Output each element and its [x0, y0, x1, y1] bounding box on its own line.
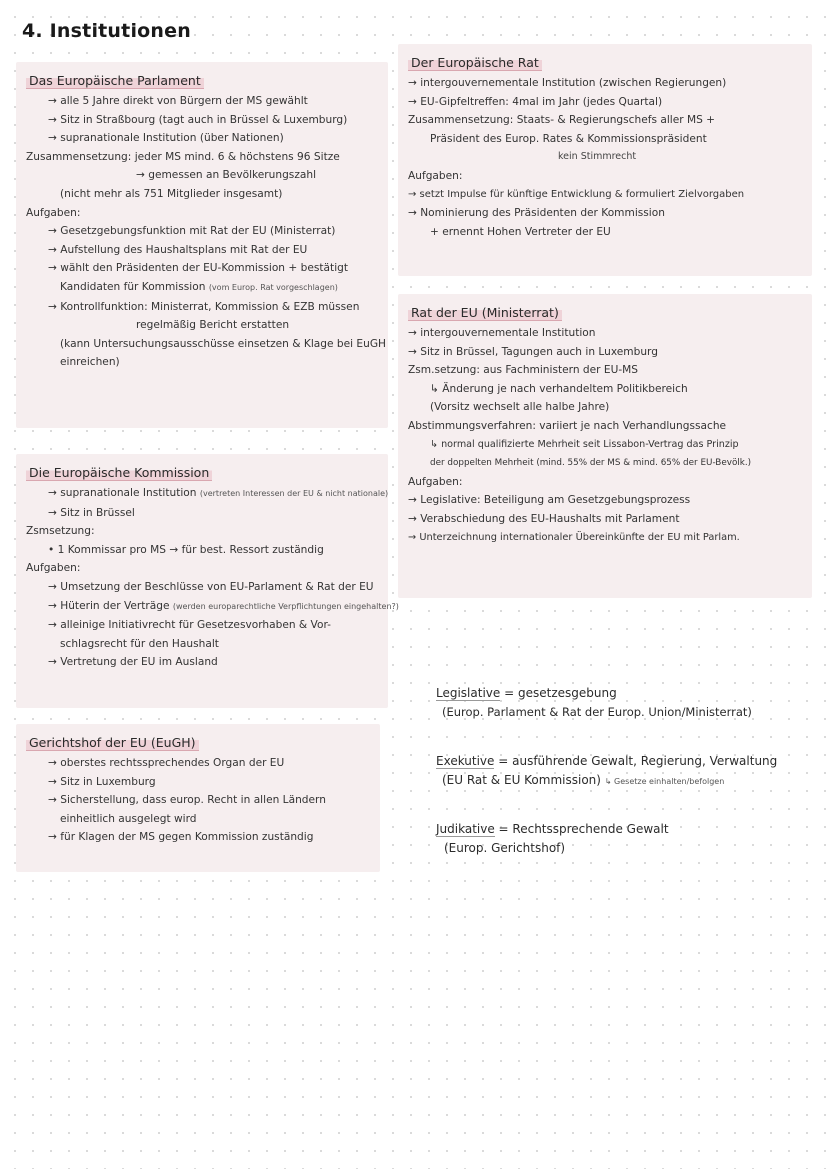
- exekutive-detail: (EU Rat & EU Kommission): [442, 773, 601, 787]
- parlament-line: → Kontrollfunktion: Ministerrat, Kommission & EZB müssen: [48, 300, 360, 313]
- europaeischer-rat-line: → Nominierung des Präsidenten der Kommission: [408, 207, 665, 220]
- rat-der-eu-line: Zsm.setzung: aus Fachministern der EU-MS: [408, 364, 639, 377]
- kommission-line: schlagsrecht für den Haushalt: [60, 637, 219, 650]
- europaeischer-rat-line: → setzt Impulse für künftige Entwicklung & formuliert Zielvorgaben: [408, 188, 745, 200]
- kommission-line: → Vertretung der EU im Ausland: [48, 656, 218, 669]
- parlament-text: Kandidaten für Kommission: [60, 280, 206, 293]
- europaeischer-rat-heading: Der Europäische Rat: [408, 55, 542, 71]
- parlament-line: → Aufstellung des Haushaltsplans mit Rat der EU: [48, 243, 308, 256]
- legislative-detail: (Europ. Parlament & Rat der Europ. Union/Ministerrat): [442, 705, 752, 719]
- judikative-def: = Rechtssprechende Gewalt: [498, 822, 669, 836]
- exekutive-detail-line: [436, 771, 777, 791]
- parlament-line: → supranationale Institution (über Nationen): [48, 132, 284, 145]
- kommission-note: (werden europarechtliche Verpflichtungen eingehalten?): [172, 601, 399, 611]
- rat-der-eu-heading: Rat der EU (Ministerrat): [408, 305, 562, 321]
- gerichtshof-line: → oberstes rechtssprechendes Organ der EU: [48, 757, 285, 769]
- parlament-line: → gemessen an Bevölkerungszahl: [136, 169, 317, 182]
- kommission-text: → supranationale Institution: [48, 487, 197, 499]
- exekutive-definition: [436, 752, 777, 791]
- kommission-line: → Sitz in Brüssel: [48, 506, 135, 519]
- parlament-line: → Gesetzgebungsfunktion mit Rat der EU (Ministerrat): [48, 225, 336, 238]
- europaeischer-rat-line: Präsident des Europ. Rates & Kommissionspräsident: [430, 132, 707, 145]
- gerichtshof-line: einheitlich ausgelegt wird: [60, 812, 197, 825]
- judikative-line: [436, 820, 669, 839]
- exekutive-def: = ausführende Gewalt, Regierung, Verwaltung: [498, 754, 778, 768]
- legislative-definition: [436, 684, 752, 722]
- europaeischer-rat-line: → intergouvernementale Institution (zwischen Regierungen): [408, 77, 727, 89]
- europaeischer-rat-line: Aufgaben:: [408, 169, 463, 182]
- kommission-line: Zsmsetzung:: [26, 525, 95, 538]
- europaeischer-rat-line: kein Stimmrecht: [558, 151, 637, 163]
- parlament-line: → Sitz in Straßbourg (tagt auch in Brüssel & Luxemburg): [48, 113, 348, 126]
- legislative-term: Legislative: [436, 686, 501, 700]
- page-title: 4. Institutionen: [22, 20, 191, 42]
- rat-der-eu-line: → Sitz in Brüssel, Tagungen auch in Luxemburg: [408, 345, 658, 358]
- kommission-section: [16, 454, 399, 708]
- parlament-heading: Das Europäische Parlament: [26, 73, 204, 89]
- rat-der-eu-line: ↳ Änderung je nach verhandeltem Politikbereich: [430, 382, 688, 395]
- parlament-line: [26, 278, 378, 298]
- rat-der-eu-section: [398, 294, 812, 598]
- kommission-line: [26, 484, 389, 504]
- kommission-line: Aufgaben:: [26, 562, 81, 575]
- rat-der-eu-line: → Verabschiedung des EU-Haushalts mit Parlament: [408, 512, 680, 525]
- rat-der-eu-line: → Legislative: Beteiligung am Gesetzgebungsprozess: [408, 494, 691, 507]
- gerichtshof-section: [16, 724, 380, 872]
- parlament-line: (nicht mehr als 751 Mitglieder insgesamt): [60, 187, 283, 200]
- parlament-line: → wählt den Präsidenten der EU-Kommission + bestätigt: [48, 262, 349, 275]
- parlament-line: → alle 5 Jahre direkt von Bürgern der MS gewählt: [48, 95, 308, 107]
- rat-der-eu-line: Aufgaben:: [408, 475, 463, 488]
- kommission-note: (vertreten Interessen der EU & nicht nationale): [199, 489, 389, 498]
- kommission-heading: Die Europäische Kommission: [26, 465, 212, 481]
- gerichtshof-heading: Gerichtshof der EU (EuGH): [26, 735, 199, 751]
- rat-der-eu-line: → Unterzeichnung internationaler Übereinkünfte der EU mit Parlam.: [408, 531, 740, 543]
- parlament-line: regelmäßig Bericht erstatten: [136, 319, 290, 332]
- kommission-line: • 1 Kommissar pro MS → für best. Ressort zuständig: [48, 543, 324, 556]
- parlament-note: (vom Europ. Rat vorgeschlagen): [208, 282, 338, 292]
- rat-der-eu-line: → intergouvernementale Institution: [408, 327, 596, 339]
- parlament-line: einreichen): [60, 356, 120, 369]
- gerichtshof-line: → für Klagen der MS gegen Kommission zuständig: [48, 831, 314, 844]
- judikative-definition: [436, 820, 669, 858]
- rat-der-eu-line: ↳ normal qualifizierte Mehrheit seit Lissabon-Vertrag das Prinzip: [430, 438, 739, 450]
- exekutive-term: Exekutive: [436, 754, 495, 768]
- europaeischer-rat-section: [398, 44, 812, 276]
- rat-der-eu-line: der doppelten Mehrheit (mind. 55% der MS & mind. 65% der EU-Bevölk.): [430, 458, 752, 469]
- rat-der-eu-line: Abstimmungsverfahren: variiert je nach Verhandlungssache: [408, 419, 727, 432]
- europaeischer-rat-line: Zusammensetzung: Staats- & Regierungschefs aller MS +: [408, 114, 716, 127]
- judikative-term: Judikative: [436, 822, 495, 836]
- gerichtshof-line: → Sitz in Luxemburg: [48, 775, 156, 788]
- rat-der-eu-line: (Vorsitz wechselt alle halbe Jahre): [430, 401, 610, 414]
- kommission-line: → alleinige Initiativrecht für Gesetzesvorhaben & Vor-: [48, 619, 331, 632]
- europaeischer-rat-line: + ernennt Hohen Vertreter der EU: [430, 225, 611, 238]
- legislative-line: [436, 684, 752, 703]
- gerichtshof-line: → Sicherstellung, dass europ. Recht in allen Ländern: [48, 794, 326, 807]
- europaeischer-rat-line: → EU-Gipfeltreffen: 4mal im Jahr (jedes Quartal): [408, 95, 663, 108]
- kommission-line: → Umsetzung der Beschlüsse von EU-Parlament & Rat der EU: [48, 580, 374, 593]
- parlament-line: (kann Untersuchungsausschüsse einsetzen & Klage bei EuGH: [60, 337, 387, 350]
- parlament-section: [16, 62, 388, 428]
- legislative-def: = gesetzesgebung: [504, 686, 617, 700]
- kommission-line: [26, 597, 399, 617]
- exekutive-note: ↳ Gesetze einhalten/befolgen: [604, 777, 725, 786]
- judikative-detail: (Europ. Gerichtshof): [444, 841, 566, 855]
- parlament-line: Zusammensetzung: jeder MS mind. 6 & höchstens 96 Sitze: [26, 150, 340, 163]
- kommission-text: → Hüterin der Verträge: [48, 599, 170, 612]
- parlament-line: Aufgaben:: [26, 206, 81, 219]
- exekutive-line: [436, 752, 777, 771]
